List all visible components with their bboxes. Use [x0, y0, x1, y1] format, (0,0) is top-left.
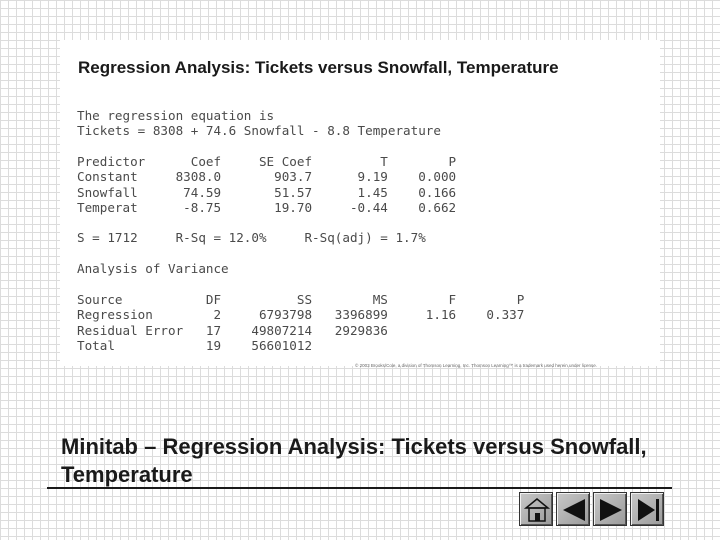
output-line-snowfall: Snowfall 74.59 51.57 1.45 0.166	[77, 185, 457, 200]
output-line-equation: Tickets = 8308 + 74.6 Snowfall - 8.8 Temperature	[77, 123, 441, 138]
output-line-total: Total 19 56601012	[77, 338, 313, 353]
output-line-coef-header: Predictor Coef SE Coef T P	[77, 154, 457, 169]
output-line-temperat: Temperat -8.75 19.70 -0.44 0.662	[77, 200, 457, 215]
title-underline	[47, 487, 672, 489]
output-line-anova-header: Source DF SS MS F P	[77, 292, 525, 307]
end-icon	[631, 493, 665, 527]
slide-title: Minitab – Regression Analysis: Tickets versus Snowfall, Temperature	[61, 434, 647, 487]
output-line-residual-error: Residual Error 17 49807214 2929836	[77, 323, 388, 338]
home-icon	[520, 493, 554, 527]
output-line-constant: Constant 8308.0 903.7 9.19 0.000	[77, 169, 457, 184]
next-slide-button[interactable]	[593, 492, 627, 526]
end-slide-button[interactable]	[630, 492, 664, 526]
minitab-output-panel	[60, 40, 660, 366]
output-line-regression: Regression 2 6793798 3396899 1.16 0.337	[77, 307, 525, 322]
next-icon	[594, 493, 628, 527]
output-line-fit-stats: S = 1712 R-Sq = 12.0% R-Sq(adj) = 1.7%	[77, 230, 426, 245]
previous-slide-button[interactable]	[556, 492, 590, 526]
output-line-anova-title: Analysis of Variance	[77, 261, 229, 276]
previous-icon	[557, 493, 591, 527]
panel-title: Regression Analysis: Tickets versus Snowfall, Temperature	[78, 58, 559, 77]
home-button[interactable]	[519, 492, 553, 526]
output-line-equation-label: The regression equation is	[77, 108, 275, 123]
copyright-credit: © 2003 Brooks/Cole, a division of Thomson Learning, Inc. Thomson Learning™ is a trademark used herein under license.	[355, 363, 598, 368]
